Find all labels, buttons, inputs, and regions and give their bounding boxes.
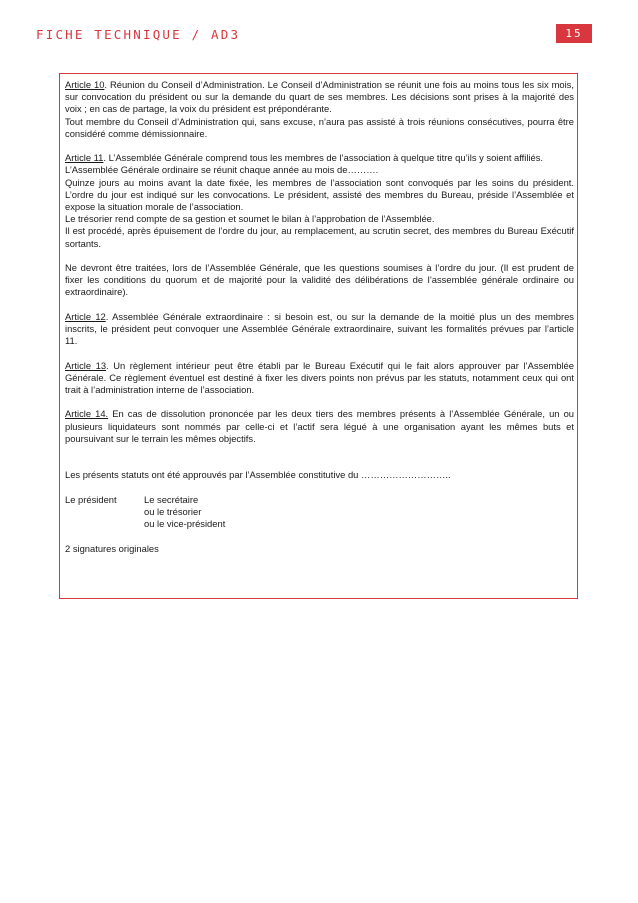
signature-treasurer: ou le trésorier [144, 506, 202, 517]
article-10-label: Article 10 [65, 79, 105, 90]
article-12 [65, 311, 574, 348]
article-14-text: En cas de dissolution prononcée par les deux tiers des membres présents à l’Assemblée Générale, un ou plusieurs liquidateurs sont nommés par celle-ci et l’actif sera légué à une organisation ayant les mêmes buts et poursuivant sur le terrain les mêmes objectifs. [65, 408, 574, 444]
page-number-badge: 15 [556, 24, 592, 43]
article-11-paragraph-2: Ne devront être traitées, lors de l’Assemblée Générale, que les questions soumises à l’ordre du jour. (Il est prudent de fixer les conditions du quorum et de majorité pour la validité des délibérations de l’assemblée générale ordinaire ou extraordinaire). [65, 262, 574, 298]
article-13-text: . Un règlement intérieur peut être établi par le Bureau Exécutif qui le fait alors approuver par l’Assemblée Générale. Ce règlement éventuel est destiné à fixer les divers points non prévus par les statuts, notamment ceux qui ont trait à l’administration interne de l’association. [65, 359, 574, 396]
signature-vice-president: ou le vice-président [144, 518, 226, 530]
article-10 [65, 79, 574, 116]
signature-secretary: Le secrétaire [144, 493, 199, 505]
signature-president: Le président [65, 493, 117, 505]
article-10-text-2: Tout membre du Conseil d’Administration qui, sans excuse, n’aura pas assisté à trois réunions consécutives, pourra être considéré comme démissionnaire. [65, 115, 574, 139]
signature-row [65, 494, 574, 506]
article-12-label: Article 12 [65, 310, 106, 322]
signatures-note: 2 signatures originales [65, 542, 159, 554]
article-14-label: Article 14. [65, 408, 109, 420]
article-13-label: Article 13 [65, 359, 107, 371]
article-11-line-5: Il est procédé, après épuisement de l’ordre du jour, au remplacement, au scrutin secret, des membres du Bureau Exécutif sortants. [65, 225, 574, 249]
article-11-line-4: Le trésorier rend compte de sa gestion et soumet le bilan à l’approbation de l’Assemblée. [65, 213, 435, 225]
article-13 [65, 360, 574, 397]
article-11-text: . L’Assemblée Générale comprend tous les membres de l’association à quelque titre qu’ils y soient affiliés. [103, 152, 544, 164]
article-11-line-2: L’Assemblée Générale ordinaire se réunit chaque année au mois de………. [65, 164, 379, 176]
approval-statement: Les présents statuts ont été approuvés par l’Assemblée constitutive du ……………………….. [65, 469, 451, 481]
statutes-content [65, 79, 574, 555]
article-11-line-3: Quinze jours au moins avant la date fixée, les membres de l’association sont convoqués par les soins du président. L’ordre du jour est indiqué sur les convocations. Le président, assisté des membres du Bureau, préside l’Assemblée et expose la situation morale de l’association. [65, 176, 574, 213]
article-11 [65, 152, 574, 164]
article-12-text: . Assemblée Générale extraordinaire : si besoin est, ou sur la demande de la moitié plus un des membres inscrits, le président peut convoquer une Assemblée Générale extraordinaire, suivant les formalités prévues par l’article 11. [65, 310, 574, 347]
article-14 [65, 408, 574, 445]
document-header-title: FICHE TECHNIQUE / AD3 [36, 27, 241, 42]
article-11-label: Article 11 [65, 152, 104, 164]
article-10-text: . Réunion du Conseil d’Administration. Le Conseil d’Administration se réunit une fois au moins tous les six mois, sur convocation du président ou sur la demande du quart de ses membres. Les décisions sont prises à la majorité des voix ; en cas de partage, la voix du président est prépondérante. [65, 79, 574, 115]
